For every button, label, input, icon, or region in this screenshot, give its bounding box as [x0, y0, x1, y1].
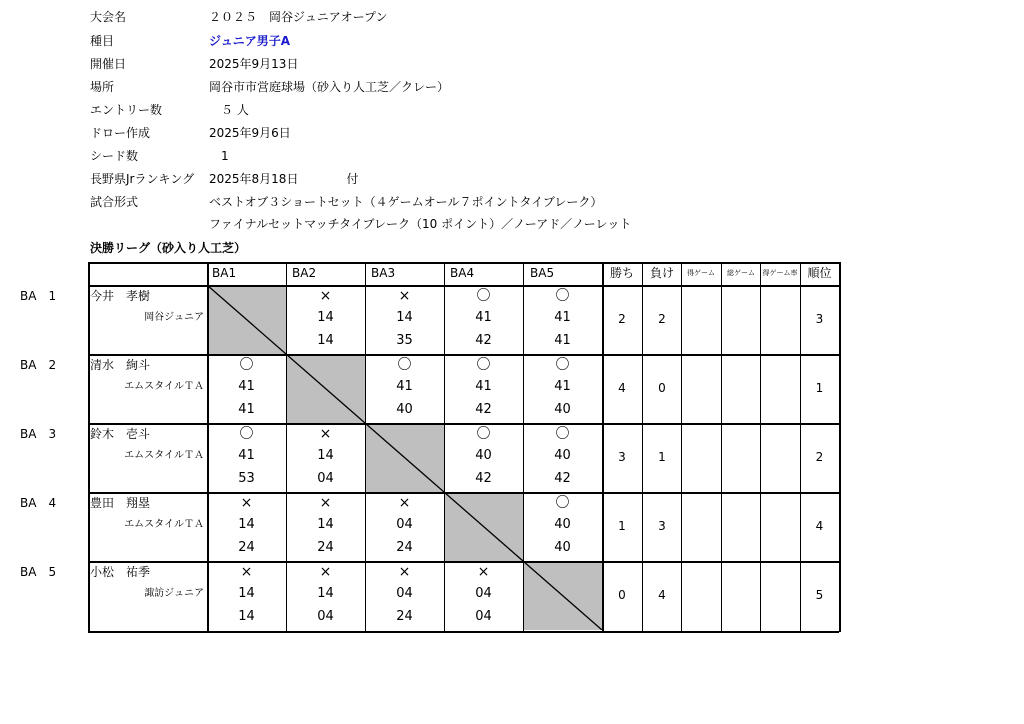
grid-vline [839, 262, 841, 632]
player-club: エムスタイルＴＡ [124, 381, 204, 392]
info-value-date: 2025年9月13日 [209, 57, 299, 71]
rank: 2 [815, 450, 824, 464]
match-score-set1: 41 [396, 379, 413, 394]
info-label-tournament: 大会名 [90, 10, 127, 24]
grid-hline [88, 354, 839, 356]
grid-vline [365, 262, 366, 631]
match-result-mark: 〇 [555, 288, 570, 304]
match-score-set2: 04 [317, 471, 334, 486]
match-score-set2: 14 [317, 333, 334, 348]
match-result-mark: 〇 [239, 426, 254, 442]
losses-count: 0 [658, 381, 666, 395]
header-total-games: 総ゲーム [727, 269, 755, 277]
match-score-set1: 14 [317, 448, 334, 463]
info-label-seeds: シード数 [90, 149, 139, 163]
grid-vline [207, 262, 209, 631]
info-label-venue: 場所 [90, 80, 115, 94]
header-game-rate: 得ゲーム率 [762, 269, 798, 277]
player-club: 岡谷ジュニア [144, 312, 204, 323]
player-name: 清水 絢斗 [90, 358, 151, 372]
grid-vline [681, 262, 682, 631]
match-result-mark: × [240, 495, 253, 511]
grid-hline [88, 262, 839, 264]
match-score-set1: 14 [238, 517, 255, 532]
header-ba3: BA3 [371, 266, 396, 280]
wins-count: 4 [618, 381, 626, 395]
match-score-set1: 40 [554, 517, 571, 532]
diagonal-line [286, 354, 365, 423]
match-result-mark: 〇 [239, 357, 254, 373]
match-result-mark: 〇 [476, 426, 491, 442]
info-label-event: 種目 [90, 34, 115, 48]
grid-vline [88, 262, 90, 632]
match-score-set2: 40 [554, 402, 571, 417]
info-label-date: 開催日 [90, 57, 127, 71]
grid-vline [444, 262, 445, 631]
match-score-set2: 41 [238, 402, 255, 417]
match-score-set1: 14 [396, 310, 413, 325]
rank: 5 [815, 588, 824, 602]
match-score-set2: 53 [238, 471, 255, 486]
player-club: 諏訪ジュニア [144, 588, 204, 599]
match-score-set2: 24 [396, 609, 413, 624]
match-score-set2: 35 [396, 333, 413, 348]
diagonal-line [444, 492, 523, 561]
grid-hline [88, 561, 839, 563]
match-result-mark: 〇 [555, 426, 570, 442]
info-value-format: ベストオブ３ショートセット（４ゲームオール７ポイントタイブレーク） [209, 195, 603, 209]
header-losses: 負け [649, 266, 674, 280]
grid-vline [760, 262, 761, 631]
info-value-entries: ５ 人 [209, 103, 249, 117]
match-result-mark: × [477, 564, 490, 580]
match-result-mark: 〇 [555, 495, 570, 511]
info-label-format: 試合形式 [90, 195, 139, 209]
header-wins: 勝ち [609, 266, 634, 280]
player-name: 豊田 翔塁 [90, 496, 151, 510]
match-score-set1: 14 [238, 586, 255, 601]
match-score-set2: 41 [554, 333, 571, 348]
match-result-mark: × [319, 426, 332, 442]
section-title: 決勝リーグ（砂入り人工芝） [90, 241, 247, 255]
match-score-set1: 41 [475, 310, 492, 325]
info-label-draw-date: ドロー作成 [90, 126, 151, 140]
info-value-tournament: ２０２５ 岡谷ジュニアオープン [209, 10, 388, 24]
match-result-mark: × [398, 564, 411, 580]
match-score-set1: 14 [317, 310, 334, 325]
match-score-set2: 04 [317, 609, 334, 624]
grid-hline [88, 423, 839, 425]
losses-count: 3 [658, 519, 666, 533]
grid-vline [721, 262, 722, 631]
grid-hline [88, 492, 839, 494]
match-score-set2: 42 [475, 402, 492, 417]
match-score-set1: 14 [317, 586, 334, 601]
match-score-set1: 40 [554, 448, 571, 463]
info-value-seeds: 1 [209, 149, 229, 163]
header-games-won: 得ゲーム [687, 269, 715, 277]
match-score-set1: 41 [554, 379, 571, 394]
match-score-set1: 04 [396, 586, 413, 601]
info-label-entries: エントリー数 [90, 103, 163, 117]
player-club: エムスタイルＴＡ [124, 450, 204, 461]
header-ba1: BA1 [212, 266, 237, 280]
header-ba4: BA4 [450, 266, 475, 280]
grid-hline [88, 285, 839, 287]
losses-count: 2 [658, 312, 666, 326]
losses-count: 1 [658, 450, 666, 464]
match-result-mark: × [398, 288, 411, 304]
diagonal-line [207, 285, 286, 354]
info-value-ranking: 2025年8月18日 付 [209, 172, 359, 186]
match-score-set2: 42 [554, 471, 571, 486]
header-rank: 順位 [807, 266, 832, 280]
match-result-mark: 〇 [476, 357, 491, 373]
grid-vline [523, 262, 524, 631]
match-result-mark: × [319, 288, 332, 304]
match-score-set1: 40 [475, 448, 492, 463]
diagonal-line [523, 561, 602, 630]
match-result-mark: × [240, 564, 253, 580]
player-name: 小松 祐季 [90, 565, 151, 579]
info-value-venue: 岡谷市市営庭球場（砂入り人工芝／クレー） [209, 80, 450, 94]
header-ba2: BA2 [292, 266, 317, 280]
match-score-set1: 14 [317, 517, 334, 532]
match-score-set2: 14 [238, 609, 255, 624]
player-seed: BA 2 [20, 358, 57, 372]
rank: 3 [815, 312, 824, 326]
info-value-draw-date: 2025年9月6日 [209, 126, 291, 140]
grid-vline [286, 262, 287, 631]
player-club: エムスタイルＴＡ [124, 519, 204, 530]
grid-vline [602, 262, 604, 631]
match-result-mark: × [398, 495, 411, 511]
match-score-set1: 41 [475, 379, 492, 394]
rank: 4 [815, 519, 824, 533]
player-name: 鈴木 壱斗 [90, 427, 151, 441]
grid-vline [642, 262, 643, 631]
match-score-set2: 24 [396, 540, 413, 555]
match-score-set2: 04 [475, 609, 492, 624]
player-name: 今井 孝樹 [90, 289, 151, 303]
match-result-mark: 〇 [555, 357, 570, 373]
match-score-set1: 41 [238, 448, 255, 463]
grid-hline [88, 631, 839, 633]
wins-count: 0 [618, 588, 626, 602]
wins-count: 2 [618, 312, 626, 326]
match-score-set2: 24 [238, 540, 255, 555]
match-score-set2: 40 [396, 402, 413, 417]
match-result-mark: × [319, 564, 332, 580]
match-result-mark: × [319, 495, 332, 511]
match-result-mark: 〇 [476, 288, 491, 304]
match-score-set2: 42 [475, 333, 492, 348]
wins-count: 3 [618, 450, 626, 464]
match-result-mark: 〇 [397, 357, 412, 373]
match-score-set2: 24 [317, 540, 334, 555]
player-seed: BA 1 [20, 289, 57, 303]
match-score-set1: 41 [554, 310, 571, 325]
wins-count: 1 [618, 519, 626, 533]
player-seed: BA 4 [20, 496, 57, 510]
match-score-set1: 04 [396, 517, 413, 532]
header-ba5: BA5 [530, 266, 555, 280]
info-value-format-line2: ファイナルセットマッチタイブレーク（10 ポイント）／ノーアド／ノーレット [209, 217, 632, 231]
match-score-set1: 04 [475, 586, 492, 601]
grid-vline [800, 262, 801, 631]
player-seed: BA 5 [20, 565, 57, 579]
match-score-set1: 41 [238, 379, 255, 394]
losses-count: 4 [658, 588, 666, 602]
match-score-set2: 42 [475, 471, 492, 486]
diagonal-line [365, 423, 444, 492]
info-value-event: ジュニア男子A [209, 34, 291, 48]
rank: 1 [815, 381, 824, 395]
info-label-ranking: 長野県Jrランキング [90, 172, 195, 186]
player-seed: BA 3 [20, 427, 57, 441]
match-score-set2: 40 [554, 540, 571, 555]
